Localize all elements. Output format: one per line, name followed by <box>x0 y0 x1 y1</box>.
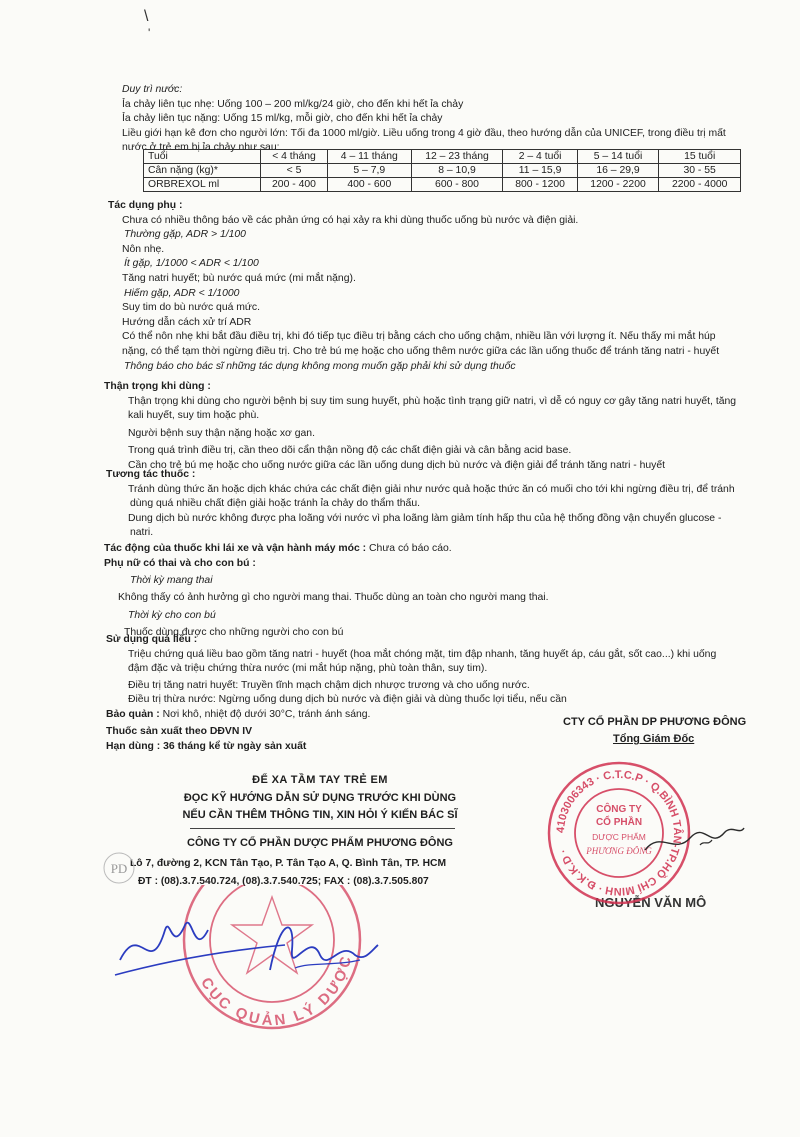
table-cell: 5 – 7,9 <box>328 164 412 178</box>
text-line: Tăng natri huyết; bù nước quá mức (mi mắt nặng). <box>122 272 356 284</box>
signer-company: CTY CỔ PHẦN DP PHƯƠNG ĐÔNG <box>563 716 747 728</box>
text-line: Ít gặp, 1/1000 < ADR < 1/100 <box>124 258 259 270</box>
table-cell: 400 - 600 <box>328 178 412 192</box>
text-line: Thận trọng khi dùng cho người bệnh bị suy tim sung huyết, phù hoặc tình trạng giữ natri, vì dễ có nguy cơ gây tăng natri huyết, tăng <box>128 395 737 407</box>
text-line: Dung dịch bù nước không được pha loãng với nước vì pha loãng làm giảm tính hấp thu của hệ thống đồng vận chuyển glucose - <box>128 512 722 524</box>
table-cell: 30 - 55 <box>659 164 741 178</box>
section-heading: Tương tác thuốc : <box>106 469 196 480</box>
stamp-center-line: CÔNG TY <box>596 804 642 815</box>
table-cell: 8 – 10,9 <box>411 164 503 178</box>
text-line: Ỉa chảy liên tục nhẹ: Uống 100 – 200 ml/kg/24 giờ, cho đến khi hết ỉa chảy <box>122 98 464 110</box>
text-line: Thuốc dùng được cho những người cho con bú <box>124 627 344 639</box>
text-line: Thông báo cho bác sĩ những tác dụng không mong muốn gặp phải khi sử dụng thuốc <box>124 360 516 372</box>
warning-line: NẾU CẦN THÊM THÔNG TIN, XIN HỎI Ý KIẾN BÁC SĨ <box>182 809 458 821</box>
divider <box>190 828 455 829</box>
maintenance-heading: Duy trì nước: <box>122 84 183 95</box>
pregnancy-section <box>104 557 548 642</box>
text-line: đậm đặc và triệu chứng thừa nước (mi mắt húp nặng, phù toàn thân, suy tim). <box>128 663 488 675</box>
text-line: Tránh dùng thức ăn hoặc dịch khác chứa các chất điện giải như nước quả hoặc thức ăn có muối cho tới khi ngừng điều trị, để tránh <box>128 483 735 495</box>
scan-mark: ' <box>148 26 151 40</box>
text-line: dùng quá nhiều chất điện giải hoặc tránh ỉa chảy do thẩm thấu. <box>130 498 420 510</box>
text-line: Nôn nhẹ. <box>122 243 165 255</box>
precautions-section <box>104 380 736 474</box>
text-line: Điều trị tăng natri huyết: Truyền tĩnh mạch chậm dịch nhược trương và cho uống nước. <box>128 679 530 691</box>
text-line: Suy tim do bù nước quá mức. <box>122 302 260 314</box>
table-cell: < 4 tháng <box>261 150 328 164</box>
table-cell: 200 - 400 <box>261 178 328 192</box>
table-cell: 2200 - 4000 <box>659 178 741 192</box>
section-heading: Phụ nữ có thai và cho con bú : <box>104 558 256 569</box>
scan-mark: \ <box>144 8 149 25</box>
text-line: Thường gặp, ADR > 1/100 <box>124 229 246 241</box>
section-heading: Sử dụng quá liều : <box>106 634 198 645</box>
stamp-ring-text: 4103006343 · C.T.C.P · Q.BÌNH TÂN-TP.HỒ CHÍ MINH · Đ.K.K.D · <box>554 768 684 898</box>
table-cell: 5 – 14 tuổi <box>577 150 659 164</box>
table-cell: 16 – 29,9 <box>577 164 659 178</box>
expiry-line: Hạn dùng : 36 tháng kể từ ngày sản xuất <box>106 741 307 752</box>
text-line: Chưa có nhiều thông báo về các phản ứng có hại xảy ra khi dùng thuốc uống bù nước và điện giải. <box>122 214 579 226</box>
text-line: Triệu chứng quá liều bao gồm tăng natri - huyết (hoa mắt chóng mặt, tim đập nhanh, tăng huyết áp, cáu gắt, sốt cao...) khi uống <box>128 648 717 660</box>
driving-value: Chưa có báo cáo. <box>366 543 452 554</box>
text-line: Cần cho trẻ bú mẹ hoặc cho uống nước giữa các lần uống dung dịch bù nước và điện giải để tránh tăng natri - huyết <box>128 459 666 471</box>
signer-name: NGUYỄN VĂN MÔ <box>595 895 707 910</box>
text-line: kali huyết, suy tim hoặc phù. <box>128 410 260 422</box>
approval-signature <box>110 900 390 990</box>
table-cell: Cân nặng (kg)* <box>144 164 261 178</box>
director-signature <box>640 810 750 870</box>
interactions-section <box>106 468 735 541</box>
text-line: nước ở trẻ em bị ỉa chảy như sau: <box>122 142 280 154</box>
table-cell: 600 - 800 <box>411 178 503 192</box>
agency-stamp-text: CỤC QUẢN LÝ DƯỢC <box>197 952 356 1030</box>
section-heading: Tác dụng phụ : <box>108 200 183 211</box>
company-phone: ĐT : (08).3.7.540.724, (08).3.7.540.725; FAX : (08).3.7.505.807 <box>138 876 429 887</box>
warning-line: ĐỌC KỸ HƯỚNG DẪN SỬ DỤNG TRƯỚC KHI DÙNG <box>183 792 457 804</box>
text-line: Ỉa chảy liên tục nặng: Uống 15 ml/kg, mỗi giờ, cho đến khi hết ỉa chảy <box>122 113 443 125</box>
table-cell: 2 – 4 tuổi <box>503 150 577 164</box>
overdose-section <box>106 633 716 708</box>
text-line: Hướng dẫn cách xử trí ADR <box>122 316 252 328</box>
stamp-center-line: DƯỢC PHẨM <box>592 832 646 842</box>
text-line: nặng, có thể tạm thời ngừng điều trị. Cho trẻ bú mẹ hoặc cho uống thêm nước giữa các lần uống thuốc để tránh tăng natri - huyết <box>122 345 720 357</box>
section-heading: Bảo quản : <box>106 709 160 720</box>
driving-section <box>104 542 452 557</box>
text-line: Không thấy có ảnh hưởng gì cho người mang thai. Thuốc dùng an toàn cho người mang thai. <box>118 592 549 604</box>
table-row <box>144 150 741 164</box>
company-logo <box>102 851 136 885</box>
table-row <box>144 164 741 178</box>
stamp-center-line: CỔ PHẦN <box>595 817 643 828</box>
text-line: natri. <box>130 527 154 539</box>
company-address: Lô 7, đường 2, KCN Tân Tạo, P. Tân Tạo A, Q. Bình Tân, TP. HCM <box>130 858 447 869</box>
warning-line: ĐỂ XA TẦM TAY TRẺ EM <box>252 774 388 786</box>
table-cell: 12 – 23 tháng <box>411 150 503 164</box>
text-line: Có thể nôn nhẹ khi bắt đầu điều trị, khi đó tiếp tục điều trị bằng cách cho uống chậm, nhiều lần với lượng ít. Nếu thấy mi mắt húp <box>122 331 716 343</box>
dose-table <box>143 149 741 192</box>
signer-title: Tổng Giám Đốc <box>613 733 695 745</box>
table-cell: 4 – 11 tháng <box>328 150 412 164</box>
table-cell: 800 - 1200 <box>503 178 577 192</box>
text-line: Người bệnh suy thận nặng hoặc xơ gan. <box>128 427 315 439</box>
table-row <box>144 178 741 192</box>
standard-line: Thuốc sản xuất theo DĐVN IV <box>106 726 253 737</box>
table-cell: Tuổi <box>144 150 261 164</box>
text-line: Hiếm gặp, ADR < 1/1000 <box>124 287 240 299</box>
table-cell: ORBREXOL ml <box>144 178 261 192</box>
text-line: Liều giới hạn kê đơn cho người lớn: Tối đa 1000 ml/giờ. Liều uống trong 4 giờ đầu, theo hướng dẫn của UNICEF, trong điều trị mất <box>122 127 726 139</box>
section-heading: Thận trọng khi dùng : <box>104 381 211 392</box>
stamp-center-line: PHƯƠNG ĐÔNG <box>586 846 652 856</box>
text-line: Thời kỳ mang thai <box>130 574 213 586</box>
table-cell: 1200 - 2200 <box>577 178 659 192</box>
text-line: Điều trị thừa nước: Ngừng uống dung dịch bù nước và điện giải và dùng thuốc lợi tiểu, nếu cần <box>128 694 567 706</box>
side-effects-section <box>108 199 719 374</box>
storage-value: Nơi khô, nhiệt độ dưới 30°C, tránh ánh sáng. <box>159 709 371 720</box>
section-heading: Tác động của thuốc khi lái xe và vận hành máy móc : <box>104 543 367 554</box>
company-name: CÔNG TY CỔ PHẦN DƯỢC PHẨM PHƯƠNG ĐÔNG <box>187 837 453 849</box>
table-cell: 11 – 15,9 <box>503 164 577 178</box>
table-cell: 15 tuổi <box>659 150 741 164</box>
maintenance-section <box>122 83 726 156</box>
storage-section <box>106 708 370 723</box>
text-line: Thời kỳ cho con bú <box>128 609 216 621</box>
logo-text: PD <box>110 861 128 876</box>
table-cell: < 5 <box>261 164 328 178</box>
text-line: Trong quá trình điều trị, cần theo dõi cẩn thận nồng độ các chất điện giải và cân bằng acid base. <box>128 445 572 457</box>
